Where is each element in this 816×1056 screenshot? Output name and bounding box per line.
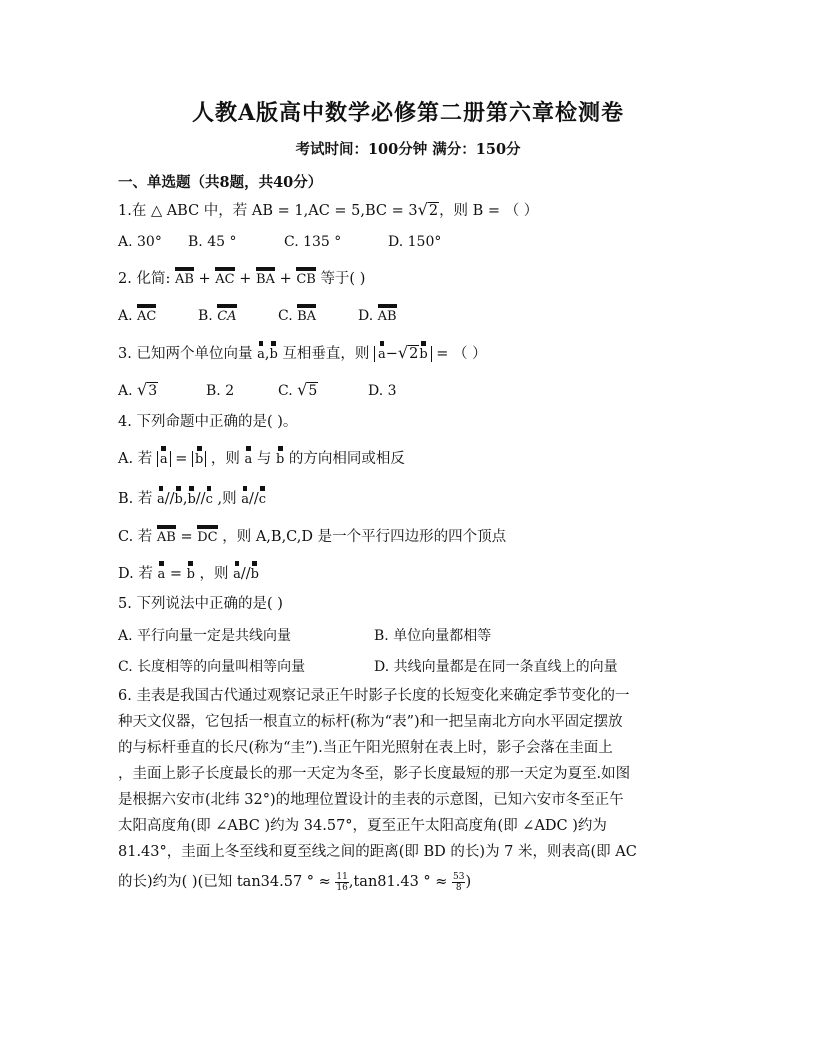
q6-line: 的与标杆垂直的长尺(称为“圭”).当正午阳光照射在表上时，影子会落在圭面上 bbox=[118, 740, 613, 756]
section-heading: 一、单选题（共8题，共40分） bbox=[118, 174, 323, 191]
q3-prefix: 3. 已知两个单位向量 bbox=[118, 346, 253, 362]
q6-last-line: 的长)约为( )(已知 tan34.57 ° ≈ $\frac{11}{16}$ ,tan81.43 ° ≈ $\frac{53}{8}$ ) bbox=[118, 871, 472, 893]
question-4-stem: 4. 下列命题中正确的是( )。 bbox=[118, 414, 298, 430]
q4-option-c: C. 若 AB = DC ，则 A,B,C,D 是一个平行四边形的四个顶点 bbox=[118, 529, 507, 545]
q4-option-d: D. 若 a = b ，则 a//b bbox=[118, 566, 259, 582]
fraction-11-16: $\frac{11}{16}$ bbox=[336, 871, 348, 893]
q6-line: 太阳高度角(即 ∠ABC )约为 34.57°，夏至正午太阳高度角(即 ∠ADC )约为 bbox=[118, 818, 607, 834]
question-6 bbox=[118, 683, 704, 895]
q5-option-d: D. 共线向量都是在同一条直线上的向量 bbox=[374, 659, 618, 675]
q2-option-a: A. AC bbox=[118, 308, 157, 324]
q3-option-a: A. √3 bbox=[118, 380, 158, 399]
q3-option-c: C. √5 bbox=[278, 380, 318, 399]
q5-options-row-1 bbox=[118, 626, 491, 646]
q3-suffix: = （ ） bbox=[436, 346, 487, 362]
q3-option-d: D. 3 bbox=[368, 383, 397, 399]
vector-cb: CB bbox=[296, 272, 316, 287]
q2-options bbox=[118, 306, 397, 326]
q5-option-c: C. 长度相等的向量叫相等向量 bbox=[118, 659, 306, 675]
vector-ba: BA bbox=[256, 272, 275, 287]
q2-option-d: D. AB bbox=[358, 308, 397, 324]
q1-option-b: B. 45 ° bbox=[188, 234, 237, 250]
q2-option-b: B. CA bbox=[198, 308, 237, 324]
q5-options-row-2 bbox=[118, 657, 618, 677]
question-5-stem: 5. 下列说法中正确的是( ) bbox=[118, 596, 283, 612]
fraction-53-8: $\frac{53}{8}$ bbox=[453, 871, 465, 893]
vector-b: b bbox=[269, 347, 278, 362]
q6-line: ，圭面上影子长度最长的那一天定为冬至，影子长度最短的那一天定为夏至.如图 bbox=[118, 766, 631, 782]
exam-meta: 考试时间：100分钟 满分：150分 bbox=[295, 141, 521, 158]
question-2 bbox=[118, 269, 365, 289]
q1-option-d: D. 150° bbox=[388, 234, 442, 250]
q2-prefix: 2. 化简: bbox=[118, 271, 171, 287]
abs-expression: a−√2b bbox=[374, 346, 432, 362]
q1-option-a: A. 30° bbox=[118, 234, 162, 250]
q6-line: 是根据六安市(北纬 32°)的地理位置设计的圭表的示意图，已知六安市冬至正午 bbox=[118, 792, 624, 808]
vector-a: a bbox=[257, 347, 265, 362]
q3-option-b: B. 2 bbox=[206, 383, 235, 399]
q6-line: 6. 圭表是我国古代通过观察记录正午时影子长度的长短变化来确定季节变化的一 bbox=[118, 688, 630, 704]
q5-option-b: B. 单位向量都相等 bbox=[374, 628, 492, 644]
q3-middle: 互相垂直，则 bbox=[282, 346, 370, 362]
q1-option-c: C. 135 ° bbox=[284, 234, 342, 250]
page-title: 人教A版高中数学必修第二册第六章检测卷 bbox=[191, 100, 625, 126]
q1-suffix: ，则 B = （ ） bbox=[439, 203, 539, 219]
vector-ac: AC bbox=[215, 272, 235, 287]
question-3: 3. 已知两个单位向量 a,b 互相垂直，则 a−√2b = （ ） bbox=[118, 343, 487, 362]
q6-line: 种天文仪器，它包括一根直立的标杆(称为“表”)和一把呈南北方向水平固定摆放 bbox=[118, 714, 623, 730]
q1-prefix: 1.在 △ ABC 中，若 AB = 1,AC = 5,BC = 3 bbox=[118, 203, 418, 219]
sqrt-2: √2 bbox=[417, 200, 439, 219]
question-1 bbox=[118, 200, 538, 221]
plus-sign: + bbox=[279, 271, 292, 287]
q3-options bbox=[118, 380, 397, 401]
q1-options bbox=[118, 232, 441, 252]
q4-option-b: B. 若 a//b,b//c ,则 a//c bbox=[118, 491, 267, 507]
plus-sign: + bbox=[239, 271, 252, 287]
q2-suffix: 等于( ) bbox=[320, 271, 366, 287]
q6-line: 81.43°，圭面上冬至线和夏至线之间的距离(即 BD 的长)为 7 米，则表高(即 AC bbox=[118, 844, 637, 860]
q5-option-a: A. 平行向量一定是共线向量 bbox=[118, 628, 292, 644]
q4-option-a: A. 若 a = b ，则 a 与 b 的方向相同或相反 bbox=[118, 451, 405, 467]
q2-option-c: C. BA bbox=[278, 308, 317, 324]
vector-ab: AB bbox=[174, 272, 194, 287]
plus-sign: + bbox=[198, 271, 211, 287]
